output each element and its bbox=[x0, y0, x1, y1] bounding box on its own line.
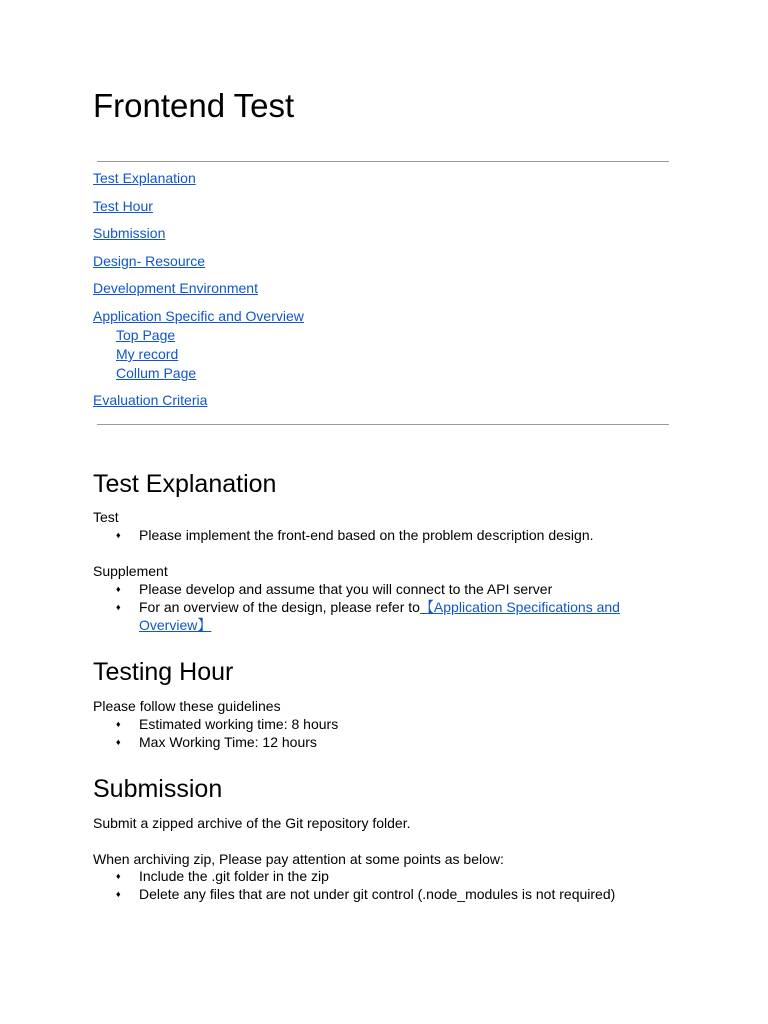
bullet-icon: ♦ bbox=[116, 737, 121, 747]
test-label: Test bbox=[93, 509, 119, 525]
list-item: Please develop and assume that you will connect to the API server bbox=[139, 581, 553, 597]
overview-text: For an overview of the design, please refer to bbox=[139, 599, 420, 615]
toc-link-application-specific[interactable]: Application Specific and Overview bbox=[93, 308, 304, 324]
toc-link-evaluation-criteria[interactable]: Evaluation Criteria bbox=[93, 392, 208, 408]
submission-text: Submit a zipped archive of the Git repository folder. bbox=[93, 815, 411, 831]
bullet-icon: ♦ bbox=[116, 871, 121, 881]
toc-link-design-resource[interactable]: Design- Resource bbox=[93, 253, 206, 269]
document-title: Frontend Test bbox=[93, 87, 295, 124]
overview-link-continued[interactable]: Overview】 bbox=[139, 617, 212, 633]
bullet-icon: ♦ bbox=[116, 719, 121, 729]
bullet-icon: ♦ bbox=[116, 584, 121, 594]
supplement-label: Supplement bbox=[93, 563, 168, 579]
bullet-icon: ♦ bbox=[116, 602, 121, 612]
toc-link-test-hour[interactable]: Test Hour bbox=[93, 198, 153, 214]
list-item: Delete any files that are not under git control (.node_modules is not required) bbox=[139, 886, 616, 902]
section-heading-submission: Submission bbox=[93, 775, 223, 803]
list-item bbox=[139, 598, 620, 616]
toc-link-collum-page[interactable]: Collum Page bbox=[116, 365, 197, 381]
toc-link-top-page[interactable]: Top Page bbox=[116, 327, 176, 343]
list-item: Estimated working time: 8 hours bbox=[139, 716, 339, 732]
toc-link-development-environment[interactable]: Development Environment bbox=[93, 280, 258, 296]
testing-hour-intro: Please follow these guidelines bbox=[93, 698, 281, 714]
section-heading-test-explanation: Test Explanation bbox=[93, 470, 277, 498]
list-item: Please implement the front-end based on the problem description design. bbox=[139, 527, 594, 543]
bullet-icon: ♦ bbox=[116, 889, 121, 899]
list-item: Include the .git folder in the zip bbox=[139, 868, 329, 884]
toc-link-test-explanation[interactable]: Test Explanation bbox=[93, 170, 196, 186]
list-item: Max Working Time: 12 hours bbox=[139, 734, 317, 750]
divider-bottom bbox=[97, 424, 669, 425]
toc-link-submission[interactable]: Submission bbox=[93, 225, 166, 241]
bullet-icon: ♦ bbox=[116, 530, 121, 540]
overview-link[interactable]: 【Application Specifications and bbox=[419, 599, 620, 615]
submission-note: When archiving zip, Please pay attention at some points as below: bbox=[93, 851, 504, 867]
toc-link-my-record[interactable]: My record bbox=[116, 346, 179, 362]
section-heading-testing-hour: Testing Hour bbox=[93, 658, 234, 686]
divider-top bbox=[97, 161, 669, 162]
